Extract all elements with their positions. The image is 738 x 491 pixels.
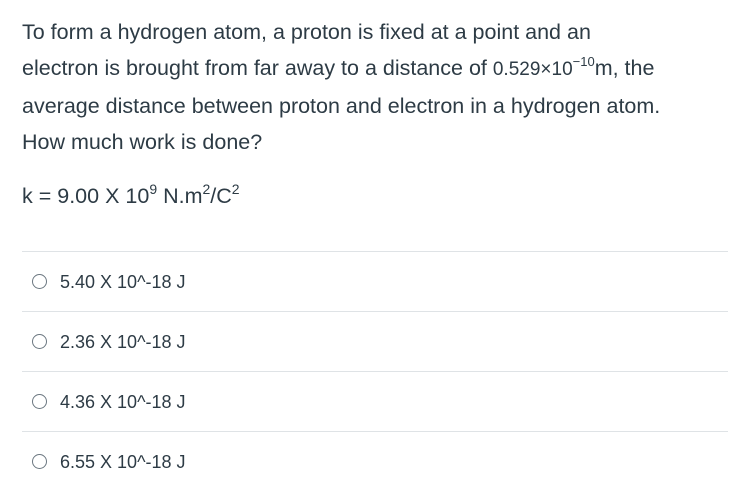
constant-unit-slash: /C [210,184,232,208]
question-line-4: How much work is done? [22,130,263,154]
distance-value [492,54,595,80]
constant-exponent-1: 9 [149,181,158,197]
constant-exponent-3: 2 [231,181,240,197]
distance-exponent: −10 [572,54,595,69]
answer-option-3[interactable] [22,371,728,431]
answer-option-1[interactable] [22,251,728,311]
question-line-1: To form a hydrogen atom, a proton is fixed at a point and an [22,20,591,44]
answer-label: 4.36 X 10^-18 J [60,391,186,412]
constant-prefix: k = 9.00 X 10 [22,184,150,208]
question-line-3: average distance between proton and electron in a hydrogen atom. [22,94,661,118]
question-line-2-prefix: electron is brought from far away to a distance of [22,56,493,80]
radio-button-icon[interactable] [32,454,47,469]
answer-option-4[interactable] [22,431,728,491]
radio-button-icon[interactable] [32,334,47,349]
constant-unit-mid: N.m [157,184,203,208]
question-text [22,14,728,160]
answer-label: 5.40 X 10^-18 J [60,271,186,292]
constant-exponent-2: 2 [202,181,211,197]
coulomb-constant [22,181,240,211]
radio-button-icon[interactable] [32,394,47,409]
answer-label: 6.55 X 10^-18 J [60,451,186,472]
question-line-2 [22,50,728,88]
answer-list [22,251,728,491]
radio-button-icon[interactable] [32,274,47,289]
question-line-2-suffix: m, the [594,56,655,80]
distance-mantissa: 0.529×10 [492,59,573,80]
answer-option-2[interactable] [22,311,728,371]
answer-label: 2.36 X 10^-18 J [60,331,186,352]
